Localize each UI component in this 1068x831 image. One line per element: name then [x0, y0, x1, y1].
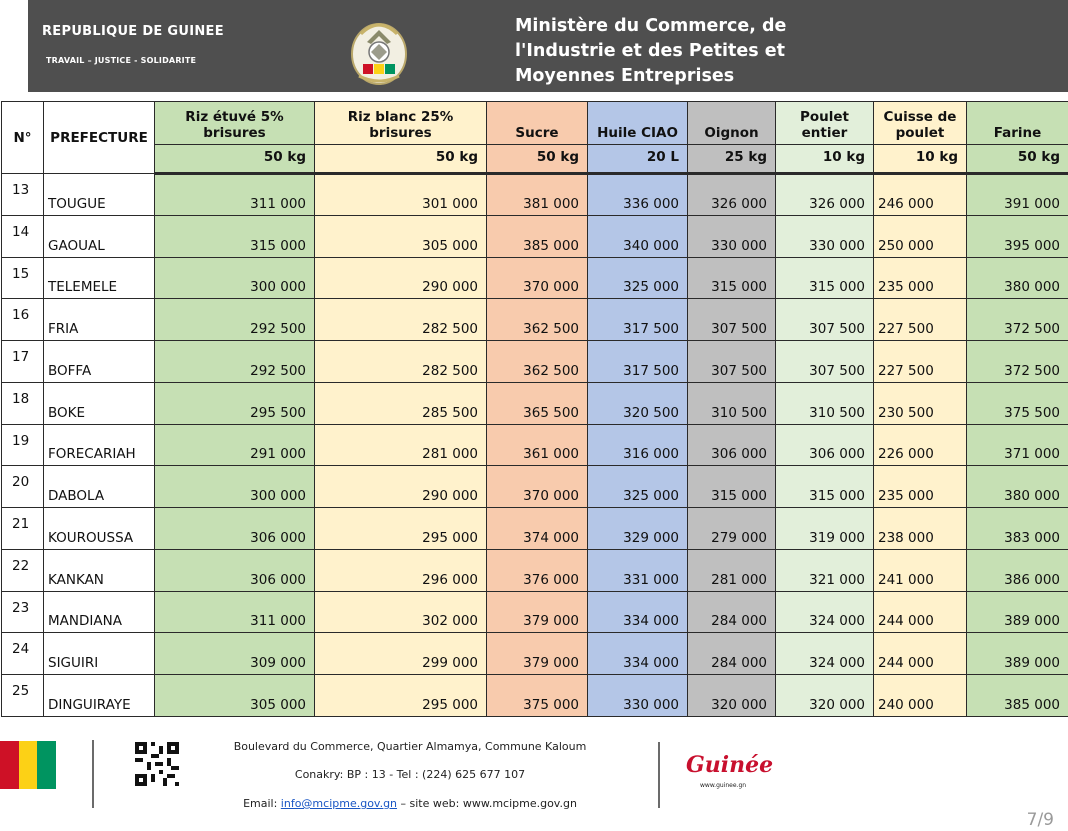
price-cell: 380 000 — [967, 466, 1068, 508]
price-cell: 331 000 — [588, 549, 688, 591]
country-title: REPUBLIQUE DE GUINEE — [42, 24, 224, 39]
price-cell: 311 000 — [155, 174, 315, 216]
row-number: 21 — [2, 508, 44, 550]
price-cell: 374 000 — [487, 508, 588, 550]
unit-label: 50 kg — [155, 145, 315, 174]
price-cell: 227 500 — [874, 341, 967, 383]
price-cell: 300 000 — [155, 257, 315, 299]
price-cell: 361 000 — [487, 424, 588, 466]
guinee-logo: Guinée — [686, 752, 774, 778]
table-row — [2, 382, 1068, 424]
price-cell: 321 000 — [776, 549, 874, 591]
price-cell: 385 000 — [487, 215, 588, 257]
price-cell: 391 000 — [967, 174, 1068, 216]
email-label: Email: — [243, 797, 281, 810]
guinee-logo-url: www.guinee.gn — [700, 782, 747, 789]
price-cell: 309 000 — [155, 633, 315, 675]
price-cell: 235 000 — [874, 257, 967, 299]
price-cell: 295 000 — [315, 508, 487, 550]
price-cell: 370 000 — [487, 257, 588, 299]
price-cell: 307 500 — [776, 341, 874, 383]
price-cell: 296 000 — [315, 549, 487, 591]
price-cell: 302 000 — [315, 591, 487, 633]
price-cell: 379 000 — [487, 591, 588, 633]
price-cell: 279 000 — [688, 508, 776, 550]
price-cell: 226 000 — [874, 424, 967, 466]
price-cell: 281 000 — [315, 424, 487, 466]
price-cell: 320 000 — [776, 675, 874, 717]
price-cell: 380 000 — [967, 257, 1068, 299]
coat-of-arms-emblem — [347, 14, 411, 88]
price-cell: 282 500 — [315, 299, 487, 341]
price-table — [1, 101, 1068, 717]
prefecture-name: BOKE — [44, 382, 155, 424]
row-number: 23 — [2, 591, 44, 633]
guinea-flag — [0, 741, 56, 789]
price-cell: 310 500 — [776, 382, 874, 424]
price-cell: 326 000 — [688, 174, 776, 216]
column-header-product: Huile CIAO — [588, 102, 688, 145]
footer-divider — [92, 740, 94, 808]
table-row — [2, 174, 1068, 216]
price-cell: 315 000 — [776, 257, 874, 299]
price-cell: 295 000 — [315, 675, 487, 717]
column-header-product: Oignon — [688, 102, 776, 145]
column-header-product: Farine — [967, 102, 1068, 145]
prefecture-name: DINGUIRAYE — [44, 675, 155, 717]
prefecture-name: MANDIANA — [44, 591, 155, 633]
price-cell: 383 000 — [967, 508, 1068, 550]
price-cell: 246 000 — [874, 174, 967, 216]
price-cell: 307 500 — [688, 341, 776, 383]
ministry-title — [515, 14, 786, 89]
price-cell: 306 000 — [155, 508, 315, 550]
price-cell: 240 000 — [874, 675, 967, 717]
column-header-prefecture: PREFECTURE — [44, 102, 155, 174]
price-cell: 330 000 — [588, 675, 688, 717]
row-number: 24 — [2, 633, 44, 675]
price-cell: 235 000 — [874, 466, 967, 508]
unit-label: 20 L — [588, 145, 688, 174]
price-cell: 375 500 — [967, 382, 1068, 424]
price-cell: 320 500 — [588, 382, 688, 424]
price-cell: 282 500 — [315, 341, 487, 383]
table-row — [2, 633, 1068, 675]
price-cell: 389 000 — [967, 591, 1068, 633]
price-cell: 372 500 — [967, 341, 1068, 383]
prefecture-name: KOUROUSSA — [44, 508, 155, 550]
price-cell: 290 000 — [315, 257, 487, 299]
price-cell: 292 500 — [155, 299, 315, 341]
price-cell: 315 000 — [155, 215, 315, 257]
price-cell: 316 000 — [588, 424, 688, 466]
price-cell: 385 000 — [967, 675, 1068, 717]
price-cell: 371 000 — [967, 424, 1068, 466]
footer-contact-line: Conakry: BP : 13 - Tel : (224) 625 677 107 — [294, 768, 526, 781]
ministry-line: Moyennes Entreprises — [515, 66, 735, 86]
price-cell: 376 000 — [487, 549, 588, 591]
flag-yellow-stripe — [19, 741, 38, 789]
price-cell: 305 000 — [155, 675, 315, 717]
price-cell: 315 000 — [776, 466, 874, 508]
page-number: 7/9 — [1026, 810, 1054, 830]
price-cell: 295 500 — [155, 382, 315, 424]
price-cell: 362 500 — [487, 341, 588, 383]
ministry-line: Ministère du Commerce, de — [515, 16, 787, 36]
price-cell: 291 000 — [155, 424, 315, 466]
row-number: 13 — [2, 174, 44, 216]
price-cell: 284 000 — [688, 591, 776, 633]
price-cell: 326 000 — [776, 174, 874, 216]
flag-red-stripe — [0, 741, 19, 789]
row-number: 20 — [2, 466, 44, 508]
table-row — [2, 299, 1068, 341]
price-cell: 381 000 — [487, 174, 588, 216]
price-cell: 317 500 — [588, 299, 688, 341]
price-cell: 306 000 — [776, 424, 874, 466]
price-cell: 299 000 — [315, 633, 487, 675]
prefecture-name: FORECARIAH — [44, 424, 155, 466]
price-cell: 244 000 — [874, 591, 967, 633]
flag-green-stripe — [37, 741, 56, 789]
column-header-product: Sucre — [487, 102, 588, 145]
price-cell: 330 000 — [688, 215, 776, 257]
prefecture-name: BOFFA — [44, 341, 155, 383]
column-header-n: N° — [2, 102, 44, 174]
prefecture-name: TOUGUE — [44, 174, 155, 216]
price-cell: 241 000 — [874, 549, 967, 591]
price-cell: 306 000 — [688, 424, 776, 466]
prefecture-name: DABOLA — [44, 466, 155, 508]
qr-code-icon — [135, 742, 179, 786]
table-row — [2, 591, 1068, 633]
prefecture-name: SIGUIRI — [44, 633, 155, 675]
table-row — [2, 424, 1068, 466]
website-text: – site web: www.mcipme.gov.gn — [397, 797, 577, 810]
price-cell: 285 500 — [315, 382, 487, 424]
table-row — [2, 549, 1068, 591]
price-cell: 315 000 — [688, 257, 776, 299]
price-cell: 244 000 — [874, 633, 967, 675]
row-number: 22 — [2, 549, 44, 591]
unit-label: 50 kg — [487, 145, 588, 174]
table-unit-row — [2, 145, 1068, 174]
unit-label: 25 kg — [688, 145, 776, 174]
country-motto: TRAVAIL – JUSTICE - SOLIDARITE — [46, 56, 197, 65]
column-header-product: Riz blanc 25% brisures — [315, 102, 487, 145]
price-cell: 300 000 — [155, 466, 315, 508]
price-cell: 310 500 — [688, 382, 776, 424]
prefecture-name: KANKAN — [44, 549, 155, 591]
price-cell: 307 500 — [776, 299, 874, 341]
price-cell: 292 500 — [155, 341, 315, 383]
prefecture-name: FRIA — [44, 299, 155, 341]
row-number: 17 — [2, 341, 44, 383]
price-cell: 386 000 — [967, 549, 1068, 591]
table-row — [2, 257, 1068, 299]
table-row — [2, 341, 1068, 383]
prefecture-name: TELEMELE — [44, 257, 155, 299]
table-row — [2, 215, 1068, 257]
table-row — [2, 675, 1068, 717]
table-header-row — [2, 102, 1068, 145]
price-cell: 281 000 — [688, 549, 776, 591]
price-cell: 315 000 — [688, 466, 776, 508]
price-cell: 227 500 — [874, 299, 967, 341]
price-cell: 334 000 — [588, 633, 688, 675]
price-cell: 372 500 — [967, 299, 1068, 341]
table-row — [2, 466, 1068, 508]
column-header-product: Riz étuvé 5% brisures — [155, 102, 315, 145]
row-number: 18 — [2, 382, 44, 424]
row-number: 19 — [2, 424, 44, 466]
table-body — [2, 174, 1068, 717]
price-cell: 317 500 — [588, 341, 688, 383]
price-cell: 306 000 — [155, 549, 315, 591]
table-row — [2, 508, 1068, 550]
unit-label: 50 kg — [315, 145, 487, 174]
price-cell: 307 500 — [688, 299, 776, 341]
email-link[interactable]: info@mcipme.gov.gn — [280, 797, 398, 810]
price-cell: 325 000 — [588, 466, 688, 508]
document-header — [0, 0, 1068, 92]
price-cell: 324 000 — [776, 591, 874, 633]
price-cell: 290 000 — [315, 466, 487, 508]
price-cell: 301 000 — [315, 174, 487, 216]
price-cell: 334 000 — [588, 591, 688, 633]
price-cell: 329 000 — [588, 508, 688, 550]
prefecture-name: GAOUAL — [44, 215, 155, 257]
row-number: 15 — [2, 257, 44, 299]
row-number: 16 — [2, 299, 44, 341]
unit-label: 10 kg — [874, 145, 967, 174]
price-cell: 319 000 — [776, 508, 874, 550]
footer-divider — [658, 742, 660, 808]
unit-label: 50 kg — [967, 145, 1068, 174]
price-cell: 230 500 — [874, 382, 967, 424]
footer-address-line: Boulevard du Commerce, Quartier Almamya, Commune Kaloum — [233, 740, 587, 753]
price-cell: 336 000 — [588, 174, 688, 216]
unit-label: 10 kg — [776, 145, 874, 174]
ministry-line: l'Industrie et des Petites et — [515, 41, 785, 61]
price-cell: 325 000 — [588, 257, 688, 299]
price-cell: 389 000 — [967, 633, 1068, 675]
price-cell: 395 000 — [967, 215, 1068, 257]
footer-web-line — [200, 797, 620, 810]
price-cell: 324 000 — [776, 633, 874, 675]
price-cell: 284 000 — [688, 633, 776, 675]
row-number: 25 — [2, 675, 44, 717]
price-cell: 370 000 — [487, 466, 588, 508]
price-cell: 340 000 — [588, 215, 688, 257]
price-cell: 238 000 — [874, 508, 967, 550]
row-number: 14 — [2, 215, 44, 257]
column-header-product: Poulet entier — [776, 102, 874, 145]
price-cell: 320 000 — [688, 675, 776, 717]
price-cell: 305 000 — [315, 215, 487, 257]
price-cell: 250 000 — [874, 215, 967, 257]
column-header-product: Cuisse de poulet — [874, 102, 967, 145]
price-cell: 375 000 — [487, 675, 588, 717]
price-cell: 330 000 — [776, 215, 874, 257]
price-cell: 365 500 — [487, 382, 588, 424]
price-cell: 362 500 — [487, 299, 588, 341]
price-cell: 379 000 — [487, 633, 588, 675]
price-cell: 311 000 — [155, 591, 315, 633]
